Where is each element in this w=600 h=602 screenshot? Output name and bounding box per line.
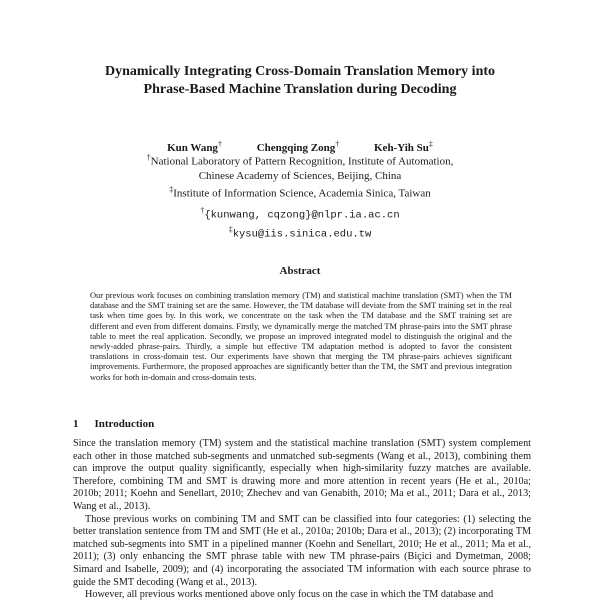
email-line-1 [60, 204, 540, 223]
section-number: 1 [73, 418, 79, 430]
author-name: Kun Wang [167, 141, 218, 154]
email-mark: † [200, 206, 205, 216]
section-title: Introduction [94, 418, 155, 430]
paragraph: Those previous works on combining TM and SMT can be classified into four categories: (1) selecting the better translation sentence from TM and SMT (He et al., 2010a; 2010b; Dara et al., 2013); (2) incorporating TM matched sub-segments into SMT in a pipelined manner (Koehn and Senellart, 2010; He et al., 2011; Ma et al., 2011); (3) only enhancing the SMT phrase table with new TM phrase-pairs (Biçici and Dymetman, 2008; Simard and Isabelle, 2009); and (4) incorporating the associated TM information with each source phrase to guide the SMT decoding (Wang et al., 2013). [73, 513, 531, 588]
affiliation-mark: ‡ [169, 184, 174, 194]
author-mark: ‡ [428, 139, 433, 148]
introduction-body [73, 438, 531, 602]
abstract-heading: Abstract [279, 265, 321, 277]
affiliation-sinica: ‡Institute of Information Science, Academia Sinica, Taiwan [169, 184, 431, 200]
affiliation-nlpr: †National Laboratory of Pattern Recognition, Institute of Automation, [146, 153, 454, 168]
author-mark: † [335, 139, 340, 148]
email-mark: ‡ [228, 224, 233, 234]
paper-title [60, 63, 540, 99]
affiliation-mark: † [146, 153, 151, 162]
section-heading-introduction [73, 418, 154, 430]
title-line-1: Dynamically Integrating Cross-Domain Translation Memory into [104, 64, 496, 79]
author-name: Chengqing Zong [256, 141, 336, 154]
affiliation-nlpr-cont: Chinese Academy of Sciences, Beijing, China [198, 169, 402, 182]
title-line-2: Phrase-Based Machine Translation during Decoding [143, 82, 457, 97]
paragraph: However, all previous works mentioned above only focus on the case in which the TM database and [85, 589, 494, 601]
email-line-2 [60, 223, 540, 242]
author-name: Keh-Yih Su [374, 141, 429, 154]
email[interactable]: {kunwang, cqzong}@nlpr.ia.ac.cn [204, 209, 400, 222]
paragraph: Since the translation memory (TM) system and the statistical machine translation (SMT) system complement each other in those matched sub-segments and unmatched sub-segments (Wang et al., 2013), combining them can improve the output quality significantly, especially when high-similarity fuzzy matches are available. Therefore, combining TM and SMT is drawing more and more attention in recent years (He et al., 2010a; 2010b; 2011; Koehn and Senellart, 2010; Zhechev and van Genabith, 2010; Ma et al., 2011; Dara et al., 2013; Wang et al., 2013). [73, 438, 531, 512]
affiliations [60, 151, 540, 242]
email[interactable]: kysu@iis.sinica.edu.tw [232, 228, 372, 241]
author-mark: † [217, 139, 222, 148]
abstract-text: Our previous work focuses on combining translation memory (TM) and statistical machine translation (SMT) when the TM database and the SMT training set are the same. However, the TM database will deviate from the SMT training set in the real task when time goes by. In this work, we concentrate on the task when the TM database and the SMT training set are different and even from different domains. Firstly, we dynamically merge the matched TM phrase-pairs into the SMT phrase table to meet the real application. Secondly, we propose an improved integrated model to distinguish the original and the newly-added phrase-pairs. Thirdly, a simple but effective TM adaptation method is adopted to favor the consistent translations in cross-domain test. Our experiments have shown that merging the TM phrase-pairs achieves significant improvements. Furthermore, the proposed approaches are significantly better than the TM, the SMT and previous integration works for both in-domain and cross-domain tests. [90, 291, 512, 382]
